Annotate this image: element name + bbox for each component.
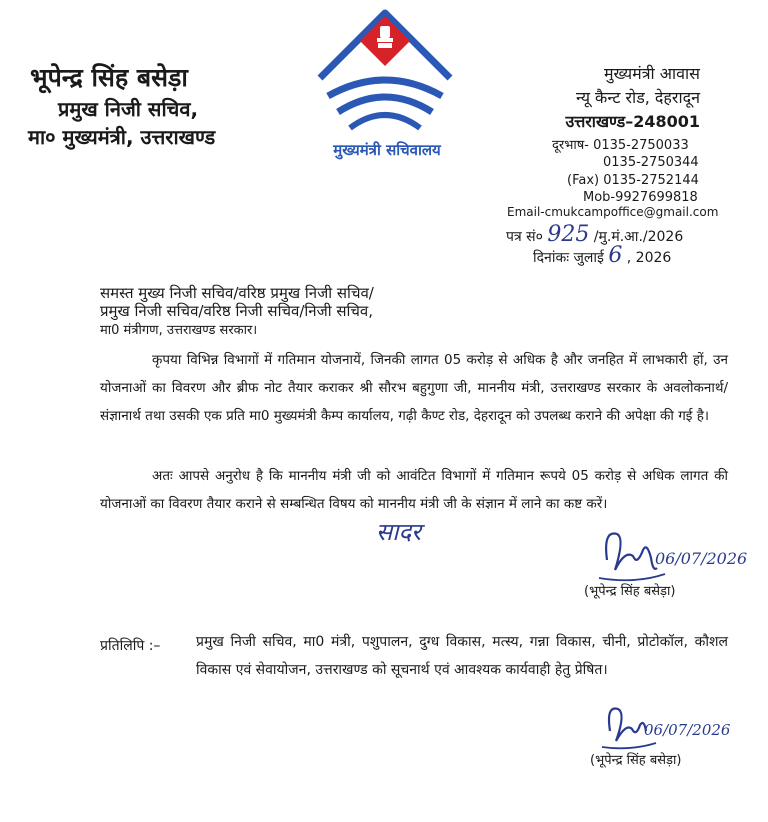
reference-suffix: /मु.मं.आ./2026	[593, 229, 684, 245]
reference-label: पत्र सं०	[506, 229, 543, 245]
signature-1	[595, 520, 755, 590]
sender-name: भूपेन्द्र सिंह बसेड़ा	[30, 63, 188, 92]
address-line-3: उत्तराखण्ड–248001	[565, 112, 700, 131]
letter-date	[533, 243, 671, 268]
addressee-line-1: समस्त मुख्य निजी सचिव/वरिष्ठ प्रमुख निजी सचिव/	[100, 284, 374, 302]
signature-1-date: 06/07/2026	[655, 549, 748, 568]
addressee-line-3: मा0 मंत्रीगण, उत्तराखण्ड सरकार।	[100, 323, 258, 338]
phone-1: दूरभाष- 0135-2750033	[552, 138, 689, 153]
email: Email-cmukcampoffice@gmail.com	[507, 205, 719, 219]
address-line-2: न्यू कैन्ट रोड, देहरादून	[575, 88, 700, 107]
date-year: , 2026	[626, 250, 672, 266]
body-paragraph-2: अतः आपसे अनुरोध है कि माननीय मंत्री जी को आवंटित विभागों में गतिमान रूपये 05 करोड़ से अधिक लागत की योजनाओं का विवरण तैयार कराने से सम्बन्धित विषय को माननीय मंत्री जी के संज्ञान में लाने का कष्ट करें।	[100, 468, 728, 512]
sender-office: मा० मुख्यमंत्री, उत्तराखण्ड	[28, 125, 216, 149]
mobile: Mob-9927699818	[583, 190, 698, 205]
sender-designation: प्रमुख निजी सचिव,	[58, 97, 199, 121]
body-paragraph-1: कृपया विभिन्न विभागों में गतिमान योजनायें, जिनकी लागत 05 करोड़ से अधिक है और जनहित में लाभकारी हों, उन योजनाओं का विवरण और ब्रीफ नोट तैयार कराकर श्री सौरभ बहुगुणा जी, माननीय मंत्री, उत्तराखण्ड सरकार के अवलोकनार्थ/संज्ञानार्थ तथा उसकी एक प्रति मा0 मुख्यमंत्री कैम्प कार्यालय, गढ़ी कैण्ट रोड, देहरादून को उपलब्ध कराने की अपेक्षा की गई है।	[100, 352, 728, 424]
addressee-line-2: प्रमुख निजी सचिव/वरिष्ठ निजी सचिव/निजी सचिव,	[100, 302, 374, 320]
signature-2	[600, 697, 760, 757]
signature-2-scribble-icon	[600, 697, 760, 757]
signature-2-name: (भूपेन्द्र सिंह बसेड़ा)	[590, 753, 682, 768]
uttarakhand-emblem-logo	[310, 8, 460, 158]
fax: (Fax) 0135-2752144	[567, 173, 699, 188]
address-line-1: मुख्यमंत्री आवास	[603, 64, 700, 83]
date-handwritten-day: 6	[608, 243, 623, 268]
copy-text: प्रमुख निजी सचिव, मा0 मंत्री, पशुपालन, दुग्ध विकास, मत्स्य, गन्ना विकास, चीनी, प्रोटोकॉल, कौशल विकास एवं सेवायोजन, उत्तराखण्ड को सूचनार्थ एवं आवश्यक कार्यवाही हेतु प्रेषित।	[196, 634, 728, 678]
signature-2-date: 06/07/2026	[644, 721, 731, 739]
copy-label: प्रतिलिपि :–	[100, 638, 161, 654]
handwritten-sadar-stamp: सादर	[376, 518, 421, 546]
date-label: दिनांकः जुलाई	[533, 250, 604, 266]
logo-caption: मुख्यमंत्री सचिवालय	[333, 141, 441, 159]
signature-1-scribble-icon	[595, 520, 755, 590]
reference-handwritten-number: 925	[547, 222, 590, 247]
signature-1-name: (भूपेन्द्र सिंह बसेड़ा)	[584, 584, 676, 599]
phone-2: 0135-2750344	[603, 155, 699, 170]
